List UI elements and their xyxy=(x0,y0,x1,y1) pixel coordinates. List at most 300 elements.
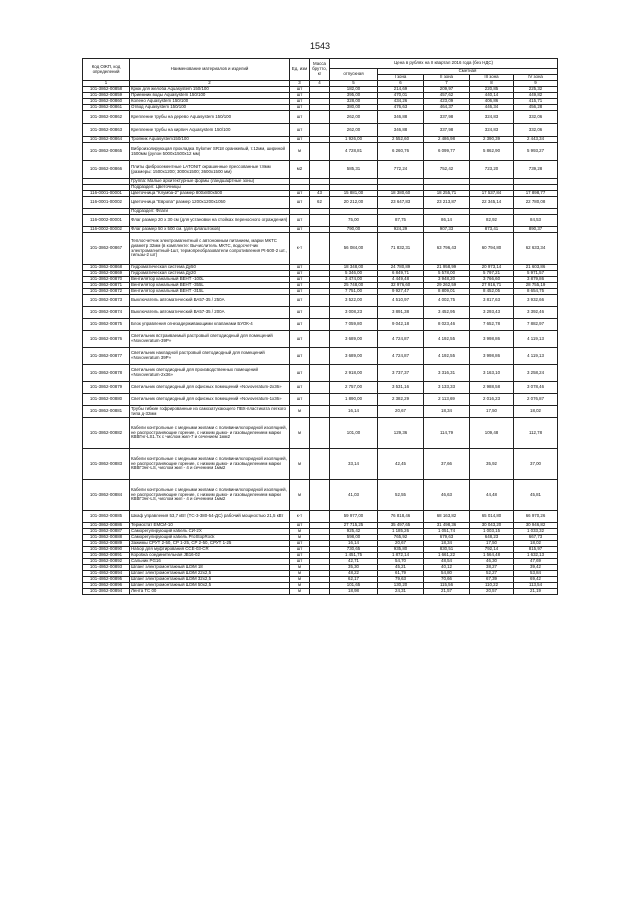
row-mass xyxy=(310,331,330,348)
row-price-zone-1: 42,45 xyxy=(378,449,424,480)
row-price-zone-3: 1 003,15 xyxy=(470,529,514,535)
row-price-zone-3: 82,92 xyxy=(470,215,514,227)
row-price-otpusk: 16,14 xyxy=(330,541,378,547)
row-unit: шт xyxy=(290,547,310,553)
row-code: 101-3862-00882 xyxy=(83,418,130,449)
row-price-zone-1: 54,70 xyxy=(378,559,424,565)
row-price-zone-1: 1 872,14 xyxy=(378,553,424,559)
table-row xyxy=(83,111,558,124)
row-price-zone-4: 449,82 xyxy=(514,93,558,99)
row-name: Цветочница "Европа" размер 1200х1200х1050 xyxy=(130,197,290,209)
row-code: 101-3862-00894 xyxy=(83,589,130,595)
row-code: 101-3862-00892 xyxy=(83,559,130,565)
row-price-zone-3: 20,57 xyxy=(470,589,514,595)
column-index-1: 1 xyxy=(83,81,130,87)
row-unit: шт xyxy=(290,105,310,111)
row-price-zone-4: 3 392,46 xyxy=(514,307,558,319)
row-price-zone-1: 61,79 xyxy=(378,571,424,577)
row-price-zone-3: 2 988,58 xyxy=(470,382,514,394)
row-name: Саморегулирующий кабель ProStopRock xyxy=(130,535,290,541)
row-price-zone-1: 6 849,71 xyxy=(378,271,424,277)
row-price-zone-2: 23 213,87 xyxy=(424,197,470,209)
row-price-zone-1: 9 927,47 xyxy=(378,289,424,295)
row-name: Флаг размер 50 х 500 см. (для флагштоков) xyxy=(130,227,290,233)
row-price-zone-1: 4 724,87 xyxy=(378,331,424,348)
row-price-zone-3: 60 794,80 xyxy=(470,233,514,265)
row-price-otpusk: 18,98 xyxy=(330,589,378,595)
row-unit: шт xyxy=(290,197,310,209)
row-code: 101-3862-00880 xyxy=(83,394,130,406)
row-price-zone-4: 3 078,46 xyxy=(514,382,558,394)
row-price-zone-1: 346,88 xyxy=(378,124,424,137)
row-unit: шт xyxy=(290,271,310,277)
row-code: 101-3862-00873 xyxy=(83,295,130,307)
row-name: Виброизолирующая прокладка Sylomer SR18 оранжевый, т.12мм, шириной 1500мм (рулон 5000х1500х12 мм) xyxy=(130,143,290,161)
row-price-zone-2: 54,80 xyxy=(424,571,470,577)
table-row xyxy=(83,307,558,319)
table-row xyxy=(83,319,558,331)
row-name: Светильник светодиодный для офисных помещений «Novoveratum-2x36» xyxy=(130,382,290,394)
row-price-zone-2: 830,51 xyxy=(424,547,470,553)
row-price-zone-2: 63 796,43 xyxy=(424,233,470,265)
row-code: 101-3862-00876 xyxy=(83,331,130,348)
table-row xyxy=(83,406,558,418)
row-name: Термостат ЕМСИ-10 xyxy=(130,523,290,529)
row-code: 101-3862-00864 xyxy=(83,137,130,143)
row-price-zone-4: 113,54 xyxy=(514,583,558,589)
row-price-otpusk: 101,00 xyxy=(330,418,378,449)
row-unit: шт xyxy=(290,265,310,271)
table-row xyxy=(83,197,558,209)
table-row xyxy=(83,124,558,137)
row-price-zone-4: 21 603,86 xyxy=(514,265,558,271)
row-price-zone-4: 4 119,13 xyxy=(514,348,558,365)
row-name: Крюк для желоба Aquasystem 150/100 xyxy=(130,87,290,93)
row-price-zone-4: 45,81 xyxy=(514,480,558,511)
row-unit: шт xyxy=(290,191,310,197)
row-name: Колено Aquasystem 150/100 xyxy=(130,99,290,105)
table-row xyxy=(83,215,558,227)
row-price-zone-1: 87,75 xyxy=(378,215,424,227)
row-name: Подраздел: Флаги xyxy=(130,209,290,215)
row-price-otpusk: 25 748,00 xyxy=(330,283,378,289)
row-mass: 43 xyxy=(310,191,330,197)
row-price-zone-3: 873,41 xyxy=(470,227,514,233)
row-price-zone-4: 2 076,87 xyxy=(514,394,558,406)
row-price-zone-1: 23 647,83 xyxy=(378,197,424,209)
row-price-otpusk: 790,00 xyxy=(330,227,378,233)
row-price-zone-3: 3 293,43 xyxy=(470,307,514,319)
row-unit: шт xyxy=(290,307,310,319)
row-price-zone-3: 17 537,84 xyxy=(470,191,514,197)
table-row xyxy=(83,191,558,197)
row-price-zone-4: 69,42 xyxy=(514,577,558,583)
row-price-zone-1: 3 891,38 xyxy=(378,307,424,319)
table-row xyxy=(83,382,558,394)
row-price-zone-4: 2 443,34 xyxy=(514,137,558,143)
row-price-zone-4: 17 898,77 xyxy=(514,191,558,197)
row-price-otpusk: 1 926,00 xyxy=(330,137,378,143)
row-name: Гидроматическая система Ду50 xyxy=(130,265,290,271)
row-price-zone-4: 667,73 xyxy=(514,535,558,541)
row-code: 101-3862-00896 xyxy=(83,583,130,589)
row-price-otpusk: 15 881,00 xyxy=(330,191,378,197)
row-mass xyxy=(310,348,330,365)
row-mass xyxy=(310,161,330,179)
row-price-otpusk: 62,17 xyxy=(330,577,378,583)
row-unit: шт xyxy=(290,289,310,295)
row-price-zone-1: 924,29 xyxy=(378,227,424,233)
row-price-zone-3: 792,14 xyxy=(470,547,514,553)
row-price-zone-2: 21 958,99 xyxy=(424,265,470,271)
row-name: Подраздел: Цветочницы xyxy=(130,185,290,191)
row-price-zone-3: 220,85 xyxy=(470,87,514,93)
row-price-otpusk: 182,00 xyxy=(330,87,378,93)
row-code: 101-3862-00884 xyxy=(83,480,130,511)
row-price-otpusk: 35,30 xyxy=(330,565,378,571)
row-unit: м2 xyxy=(290,161,310,179)
table-row xyxy=(83,295,558,307)
row-mass xyxy=(310,111,330,124)
row-price-zone-3: 46,30 xyxy=(470,559,514,565)
header-code: Код ОЖП, код определений xyxy=(83,59,130,81)
row-unit: м xyxy=(290,577,310,583)
row-price-otpusk: 5 346,00 xyxy=(330,271,378,277)
row-price-zone-2: 4 002,75 xyxy=(424,295,470,307)
row-mass xyxy=(310,382,330,394)
row-mass xyxy=(310,124,330,137)
table-row xyxy=(83,449,558,480)
row-unit: шт xyxy=(290,559,310,565)
row-price-zone-4: 1 632,13 xyxy=(514,553,558,559)
row-price-zone-3: 5 862,90 xyxy=(470,143,514,161)
row-unit: шт xyxy=(290,319,310,331)
row-name: Шланг электромонтажный ШЭМ 22х2,5 xyxy=(130,571,290,577)
row-price-zone-3: 17,50 xyxy=(470,541,514,547)
row-code: 116-0002-00002 xyxy=(83,227,130,233)
row-mass xyxy=(310,418,330,449)
row-price-otpusk: 16,14 xyxy=(330,406,378,418)
row-code: 101-3862-00877 xyxy=(83,348,130,365)
row-price-otpusk: 3 474,00 xyxy=(330,277,378,283)
column-index-9: 9 xyxy=(514,81,558,87)
row-code: 101-3862-00861 xyxy=(83,105,130,111)
row-price-zone-2: 1 051,74 xyxy=(424,529,470,535)
row-price-zone-4: 415,71 xyxy=(514,99,558,105)
row-price-otpusk: 3 522,00 xyxy=(330,295,378,307)
row-price-zone-1: 20,67 xyxy=(378,406,424,418)
header-smetnaya: Сметная xyxy=(378,69,558,75)
row-price-zone-4: 21,19 xyxy=(514,589,558,595)
row-price-zone-2: 70,66 xyxy=(424,577,470,583)
row-name: Зажимы СРУТ 2-50, СР 1-25, СР 2-50, СРУТ 1-25 xyxy=(130,541,290,547)
row-code: 101-3862-00878 xyxy=(83,365,130,382)
row-code: 101-3862-00860 xyxy=(83,99,130,105)
row-price-zone-4: 225,32 xyxy=(514,87,558,93)
row-price-zone-3: 406,86 xyxy=(470,99,514,105)
row-price-zone-1: 45,21 xyxy=(378,565,424,571)
row-code: 101-3862-00889 xyxy=(83,541,130,547)
row-name: Группа: Малые архитектурные формы (ландшафтные зоны) xyxy=(130,179,290,185)
row-price-zone-3: 3 998,86 xyxy=(470,348,514,365)
row-price-zone-2: 3 948,20 xyxy=(424,277,470,283)
table-row xyxy=(83,348,558,365)
row-mass xyxy=(310,449,330,480)
row-price-zone-3: 27 916,71 xyxy=(470,283,514,289)
header-otpusk: отпускная xyxy=(330,69,378,81)
row-price-zone-3: 723,20 xyxy=(470,161,514,179)
row-price-otpusk: 262,00 xyxy=(330,111,378,124)
row-code: 101-3862-00883 xyxy=(83,449,130,480)
row-price-zone-4: 739,28 xyxy=(514,161,558,179)
row-name: Выключатель автоматический ВА57-35 / 200А xyxy=(130,307,290,319)
row-price-zone-3: 2 390,39 xyxy=(470,137,514,143)
row-unit: м xyxy=(290,418,310,449)
row-price-zone-2: 48,54 xyxy=(424,559,470,565)
row-unit: шт xyxy=(290,215,310,227)
row-name: Шланг электромонтажный ШЭМ 50х2,5 xyxy=(130,583,290,589)
row-price-otpusk: 598,00 xyxy=(330,535,378,541)
row-mass xyxy=(310,480,330,511)
row-unit: шт xyxy=(290,348,310,365)
row-unit: шт xyxy=(290,382,310,394)
row-price-zone-2: 4 192,55 xyxy=(424,348,470,365)
row-price-zone-3: 2 016,23 xyxy=(470,394,514,406)
row-price-zone-4: 1 033,32 xyxy=(514,529,558,535)
row-code: 101-3862-00891 xyxy=(83,553,130,559)
row-unit: шт xyxy=(290,87,310,93)
row-price-zone-4: 332,06 xyxy=(514,124,558,137)
row-price-zone-1: 71 832,31 xyxy=(378,233,424,265)
row-price-otpusk: 585,31 xyxy=(330,161,378,179)
row-price-otpusk: 3 689,00 xyxy=(330,331,378,348)
row-price-zone-1: 470,01 xyxy=(378,93,424,99)
row-mass xyxy=(310,589,330,595)
column-index-6: 6 xyxy=(378,81,424,87)
row-name: Вентилятор канальный ВЕНТ -315L xyxy=(130,289,290,295)
row-price-zone-2: 4 192,55 xyxy=(424,331,470,348)
row-name: Вентилятор канальный ВЕНТ -355L xyxy=(130,283,290,289)
row-price-zone-2: 457,62 xyxy=(424,93,470,99)
row-mass xyxy=(310,511,330,523)
row-price-zone-1: 4 510,97 xyxy=(378,295,424,307)
row-price-otpusk: 56 084,00 xyxy=(330,233,378,265)
row-price-zone-2: 423,09 xyxy=(424,99,470,105)
row-unit: шт xyxy=(290,137,310,143)
row-price-zone-2: 68 163,82 xyxy=(424,511,470,523)
row-price-otpusk: 7 059,80 xyxy=(330,319,378,331)
table-row xyxy=(83,589,558,595)
row-name: Тройник Aquasystem150/100 xyxy=(130,137,290,143)
row-code: 101-3862-00888 xyxy=(83,535,130,541)
row-code: 101-3862-00872 xyxy=(83,289,130,295)
row-price-zone-2: 18,34 xyxy=(424,406,470,418)
table-row xyxy=(83,233,558,265)
row-price-zone-2: 6 099,77 xyxy=(424,143,470,161)
row-code: 101-4862-00894 xyxy=(83,571,130,577)
row-price-zone-3: 3 766,60 xyxy=(470,277,514,283)
row-code: 101-3862-00859 xyxy=(83,93,130,99)
row-price-zone-4: 18,02 xyxy=(514,541,558,547)
column-index-8: 8 xyxy=(470,81,514,87)
row-code: 101-3862-00890 xyxy=(83,547,130,553)
row-price-zone-3: 30 043,20 xyxy=(470,523,514,529)
row-name: Цветочница "Клумба-2" размер 800х800х500 xyxy=(130,191,290,197)
row-unit: м xyxy=(290,565,310,571)
row-price-zone-4: 53,84 xyxy=(514,571,558,577)
row-price-zone-4: 30 946,82 xyxy=(514,523,558,529)
row-price-zone-3: 5 797,21 xyxy=(470,271,514,277)
row-price-zone-4: 7 882,97 xyxy=(514,319,558,331)
row-price-zone-3: 324,83 xyxy=(470,124,514,137)
row-price-zone-2: 907,33 xyxy=(424,227,470,233)
row-price-otpusk: 925,42 xyxy=(330,529,378,535)
row-name: Шланг электромонтажный ШЭМ 18 xyxy=(130,565,290,571)
row-price-zone-3: 110,22 xyxy=(470,583,514,589)
row-name: Шланг электромонтажный ШЭМ 32х2,5 xyxy=(130,577,290,583)
row-price-otpusk: 48,22 xyxy=(330,571,378,577)
row-price-zone-2: 2 486,98 xyxy=(424,137,470,143)
column-index-3: 3 xyxy=(290,81,310,87)
row-code: 101-3862-00887 xyxy=(83,529,130,535)
row-price-otpusk: 730,65 xyxy=(330,547,378,553)
row-price-zone-2: 2 113,69 xyxy=(424,394,470,406)
row-price-zone-3: 35,92 xyxy=(470,449,514,480)
column-index-2: 2 xyxy=(130,81,290,87)
row-code: 101-3862-00886 xyxy=(83,523,130,529)
row-unit: шт xyxy=(290,283,310,289)
row-price-zone-1: 32 976,60 xyxy=(378,283,424,289)
row-price-zone-1: 130,20 xyxy=(378,583,424,589)
row-unit: шт xyxy=(290,541,310,547)
row-name: Выключатель автоматический ВА57-35 / 250А xyxy=(130,295,290,307)
header-mass: Масса брутто, кг xyxy=(310,59,330,81)
row-price-zone-3: 22 345,14 xyxy=(470,197,514,209)
row-price-zone-3: 67,39 xyxy=(470,577,514,583)
row-code: 101-3862-00868 xyxy=(83,265,130,271)
row-price-otpusk: 262,00 xyxy=(330,124,378,137)
row-name: Гидроматическая система Ду20 xyxy=(130,271,290,277)
row-price-otpusk: 328,00 xyxy=(330,99,378,105)
row-price-zone-1: 2 552,60 xyxy=(378,137,424,143)
row-unit: м xyxy=(290,406,310,418)
row-code: 101-3862-00885 xyxy=(83,511,130,523)
row-unit: к-т xyxy=(290,233,310,265)
row-price-otpusk: 3 008,23 xyxy=(330,307,378,319)
row-price-zone-2: 37,66 xyxy=(424,449,470,480)
row-price-zone-1: 434,26 xyxy=(378,99,424,105)
row-price-otpusk: 41,03 xyxy=(330,480,378,511)
row-code: 101-3862-00858 xyxy=(83,87,130,93)
row-price-zone-1: 772,24 xyxy=(378,161,424,179)
row-mass xyxy=(310,215,330,227)
row-name: Саморегулирующий кабель СИ-2Х xyxy=(130,529,290,535)
row-price-otpusk: 18 348,00 xyxy=(330,265,378,271)
row-name: Крепление трубы на дерево Aquasystem 150/100 xyxy=(130,111,290,124)
row-price-zone-4: 66 970,26 xyxy=(514,511,558,523)
row-price-zone-1: 3 737,37 xyxy=(378,365,424,382)
row-price-zone-3: 1 564,48 xyxy=(470,553,514,559)
row-code: 101-3862-00869 xyxy=(83,271,130,277)
header-zone-3: III зона xyxy=(470,75,514,81)
row-name: Кабели контрольные с медными жилами с поливинилхлоридной изоляцией, не распространяющие горение, с низким дымо- и газовыделением марки КВВГЭнг-LS, числом жил - 4 и сечением 1мм2 xyxy=(130,480,290,511)
row-mass xyxy=(310,365,330,382)
row-price-zone-4: 28 755,19 xyxy=(514,283,558,289)
row-price-zone-3: 65 014,80 xyxy=(470,511,514,523)
row-unit: м xyxy=(290,529,310,535)
row-name: Теплосчетчик электромагнитный с автономным питанием, марки МКТС диаметр 32мм (в комплекте: Вычислитель МКТС, водосчетчик электромагнитный-1шт, термопреобразователи сопротивления Pt-500-2 шт., гильзы-2 шт) xyxy=(130,233,290,265)
row-price-zone-4: 8 654,75 xyxy=(514,289,558,295)
row-price-zone-4: 890,37 xyxy=(514,227,558,233)
table-row xyxy=(83,161,558,179)
row-price-zone-1: 2 382,29 xyxy=(378,394,424,406)
row-price-zone-1: 765,92 xyxy=(378,535,424,541)
row-unit: м xyxy=(290,535,310,541)
table-row xyxy=(83,418,558,449)
row-price-zone-3: 3 817,63 xyxy=(470,295,514,307)
row-price-otpusk: 395,00 xyxy=(330,93,378,99)
row-mass xyxy=(310,295,330,307)
row-name: Трубы гибкие гофрированные из самозатухающего ПВХ-пластиката легкого типа д-32мм xyxy=(130,406,290,418)
row-price-zone-2: 3 316,31 xyxy=(424,365,470,382)
row-code: 101-3862-00870 xyxy=(83,277,130,283)
row-price-zone-2: 3 133,33 xyxy=(424,382,470,394)
row-price-otpusk: 7 751,00 xyxy=(330,289,378,295)
row-price-zone-1: 346,88 xyxy=(378,111,424,124)
row-price-zone-1: 24,31 xyxy=(378,589,424,595)
header-zone-2: II зона xyxy=(424,75,470,81)
row-code: 116-0001-00002 xyxy=(83,197,130,209)
row-code: 101-3862-00866 xyxy=(83,161,130,179)
row-price-zone-1: 52,55 xyxy=(378,480,424,511)
row-price-zone-2: 31 498,36 xyxy=(424,523,470,529)
row-price-zone-3: 324,83 xyxy=(470,111,514,124)
row-price-otpusk: 20 212,00 xyxy=(330,197,378,209)
row-price-otpusk: 42,71 xyxy=(330,559,378,565)
row-price-zone-3: 17,50 xyxy=(470,406,514,418)
row-price-otpusk: 75,00 xyxy=(330,215,378,227)
table-row xyxy=(83,143,558,161)
row-unit: шт xyxy=(290,227,310,233)
row-price-otpusk: 2 757,00 xyxy=(330,382,378,394)
row-price-zone-2: 752,42 xyxy=(424,161,470,179)
row-name: Кабели контрольные с медными жилами с поливинилхлоридной изоляцией, не распространяющие горение, с низким дымо- и газовыделением марки КВВГЭнг-LS, числом жил - 4 и сечением 1мм2 xyxy=(130,449,290,480)
row-price-otpusk: 2 918,00 xyxy=(330,365,378,382)
row-price-zone-1: 935,80 xyxy=(378,547,424,553)
row-name: Шкаф управления 53,7 кВт (ТС-3-380-54-ДС) рабочий мощностью 21,5 кВт xyxy=(130,511,290,523)
row-price-zone-1: 129,36 xyxy=(378,418,424,449)
row-price-zone-3: 52,27 xyxy=(470,571,514,577)
table-row xyxy=(83,511,558,523)
row-name: Светильник накладной растровый светодиодный для помещений «Novoveratum 39P» xyxy=(130,348,290,365)
row-unit: шт xyxy=(290,295,310,307)
row-unit: м xyxy=(290,449,310,480)
row-unit: шт xyxy=(290,111,310,124)
row-code: 101-4862-00895 xyxy=(83,577,130,583)
table-row xyxy=(83,480,558,511)
page-number: 1543 xyxy=(309,41,331,51)
row-unit: шт xyxy=(290,394,310,406)
row-price-zone-2: 8 023,46 xyxy=(424,319,470,331)
column-index-5: 5 xyxy=(330,81,378,87)
row-unit: шт xyxy=(290,365,310,382)
row-price-zone-2: 3 452,95 xyxy=(424,307,470,319)
row-price-zone-2: 464,37 xyxy=(424,105,470,111)
row-code: 101-4862-00893 xyxy=(83,565,130,571)
row-price-zone-2: 18,34 xyxy=(424,541,470,547)
table-row xyxy=(83,394,558,406)
row-price-zone-1: 76 818,46 xyxy=(378,511,424,523)
